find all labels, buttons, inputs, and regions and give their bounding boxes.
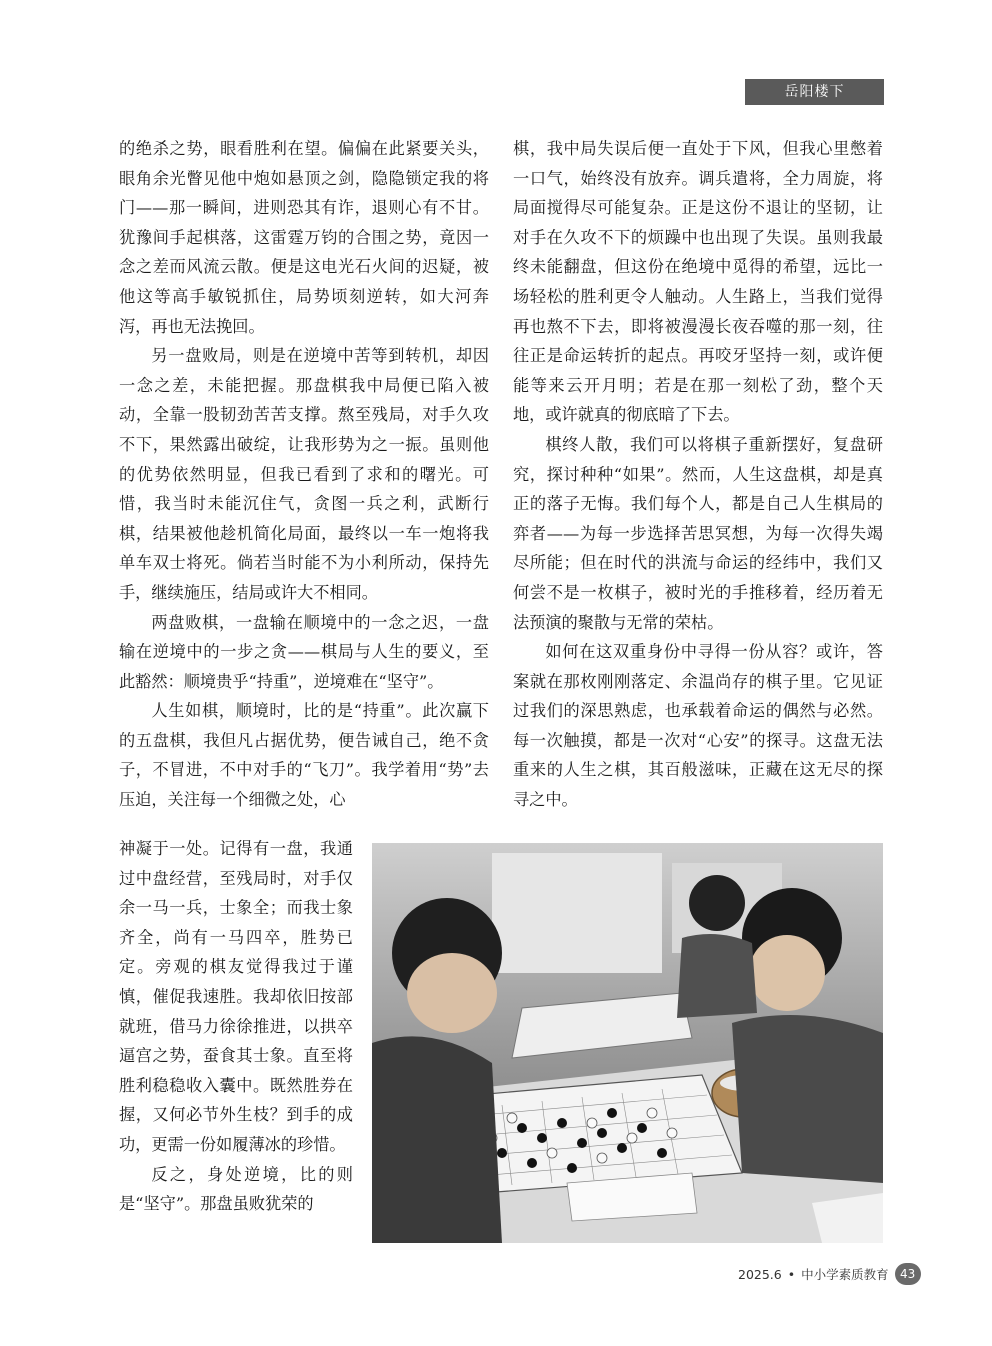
paragraph: 两盘败棋，一盘输在顺境中的一念之迟，一盘输在逆境中的一步之贪——棋局与人生的要义，至此豁然：顺境贵乎“持重”，逆境难在“坚守”。 bbox=[119, 612, 489, 691]
page-number: 43 bbox=[895, 1263, 921, 1285]
child-right-face bbox=[749, 935, 825, 1011]
paragraph: 反之，身处逆境，比的则是“坚守”。那盘虽败犹荣的 bbox=[119, 1164, 353, 1214]
go-game-photo bbox=[372, 843, 883, 1243]
child-back-head bbox=[689, 875, 745, 931]
child-back-body bbox=[677, 934, 757, 1018]
child-left-body bbox=[372, 1036, 502, 1243]
right-column bbox=[513, 134, 883, 815]
footer bbox=[738, 1262, 921, 1286]
issue-number: 2025.6 bbox=[738, 1266, 782, 1282]
photo-illustration bbox=[372, 843, 883, 1243]
paragraph: 棋终人散，我们可以将棋子重新摆好，复盘研究，探讨种种“如果”。然而，人生这盘棋，却是真正的落子无悔。我们每个人，都是自己人生棋局的弈者——为每一步选择苦思冥想，为每一次得失竭尽所能；但在时代的洪流与命运的经纬中，我们又何尝不是一枚棋子，被时光的手推移着，经历着无法预演的聚散与无常的荣枯。 bbox=[513, 434, 883, 632]
paragraph: 另一盘败局，则是在逆境中苦等到转机，却因一念之差，未能把握。那盘棋我中局便已陷入被动，全靠一股韧劲苦苦支撑。熬至残局，对手久攻不下，果然露出破绽，让我形势为之一振。虽则他的优势依然明显，但我已看到了求和的曙光。可惜，我当时未能沉住气，贪图一兵之利，武断行棋，结果被他趁机简化局面，最终以一车一炮将我单车双士将死。倘若当时能不为小利所动，保持先手，继续施压，结局或许大不相同。 bbox=[119, 346, 489, 602]
paragraph: 神凝于一处。记得有一盘，我通过中盘经营，至残局时，对手仅余一马一兵，士象全；而我士象齐全，尚有一马四卒，胜势已定。旁观的棋友觉得我过于谨慎，催促我速胜。我却依旧按部就班，借马力徐徐推进，以拱卒逼宫之势，蚕食其士象。直至将胜利稳稳收入囊中。既然胜券在握，又何必节外生枝？到手的成功，更需一份如履薄冰的珍惜。 bbox=[119, 839, 353, 1154]
child-right-body bbox=[732, 1015, 883, 1183]
section-tag: 岳阳楼下 bbox=[745, 79, 884, 105]
left-column-bottom bbox=[119, 834, 353, 1219]
paragraph: 如何在这双重身份中寻得一份从容？或许，答案就在那枚刚刚落定、余温尚存的棋子里。它见证过我们的深思熟虑，也承载着命运的偶然与必然。每一次触摸，都是一次对“心安”的探寻。这盘无法重来的人生之棋，其百般滋味，正藏在这无尽的探寻之中。 bbox=[513, 642, 883, 810]
child-left-face bbox=[407, 953, 497, 1033]
left-column-top bbox=[119, 134, 489, 815]
window bbox=[492, 853, 662, 973]
magazine-name: 中小学素质教育 bbox=[801, 1267, 889, 1282]
separator: • bbox=[787, 1266, 796, 1282]
paragraph: 的绝杀之势，眼看胜利在望。偏偏在此紧要关头，眼角余光瞥见他中炮如悬顶之剑，隐隐锁定我的将门——那一瞬间，进则恐其有诈，退则心有不甘。犹豫间手起棋落，这雷霆万钧的合围之势，竟因一念之差而风流云散。便是这电光石火间的迟疑，被他这等高手敏锐抓住，局势顷刻逆转，如大河奔泻，再也无法挽回。 bbox=[119, 139, 489, 336]
paragraph: 棋，我中局失误后便一直处于下风，但我心里憋着一口气，始终没有放弃。调兵遣将，全力周旋，将局面搅得尽可能复杂。正是这份不退让的坚韧，让对手在久攻不下的烦躁中也出现了失误。虽则我最终未能翻盘，但这份在绝境中觅得的希望，远比一场轻松的胜利更令人触动。人生路上，当我们觉得再也熬不下去，即将被漫漫长夜吞噬的那一刻，往往正是命运转折的起点。再咬牙坚持一刻，或许便能等来云开月明；若是在那一刻松了劲，整个天地，或许就真的彻底暗了下去。 bbox=[513, 139, 883, 425]
paragraph: 人生如棋，顺境时，比的是“持重”。此次赢下的五盘棋，我但凡占据优势，便告诫自己，绝不贪子，不冒进，不中对手的“飞刀”。我学着用“势”去压迫，关注每一个细微之处，心 bbox=[119, 701, 489, 810]
